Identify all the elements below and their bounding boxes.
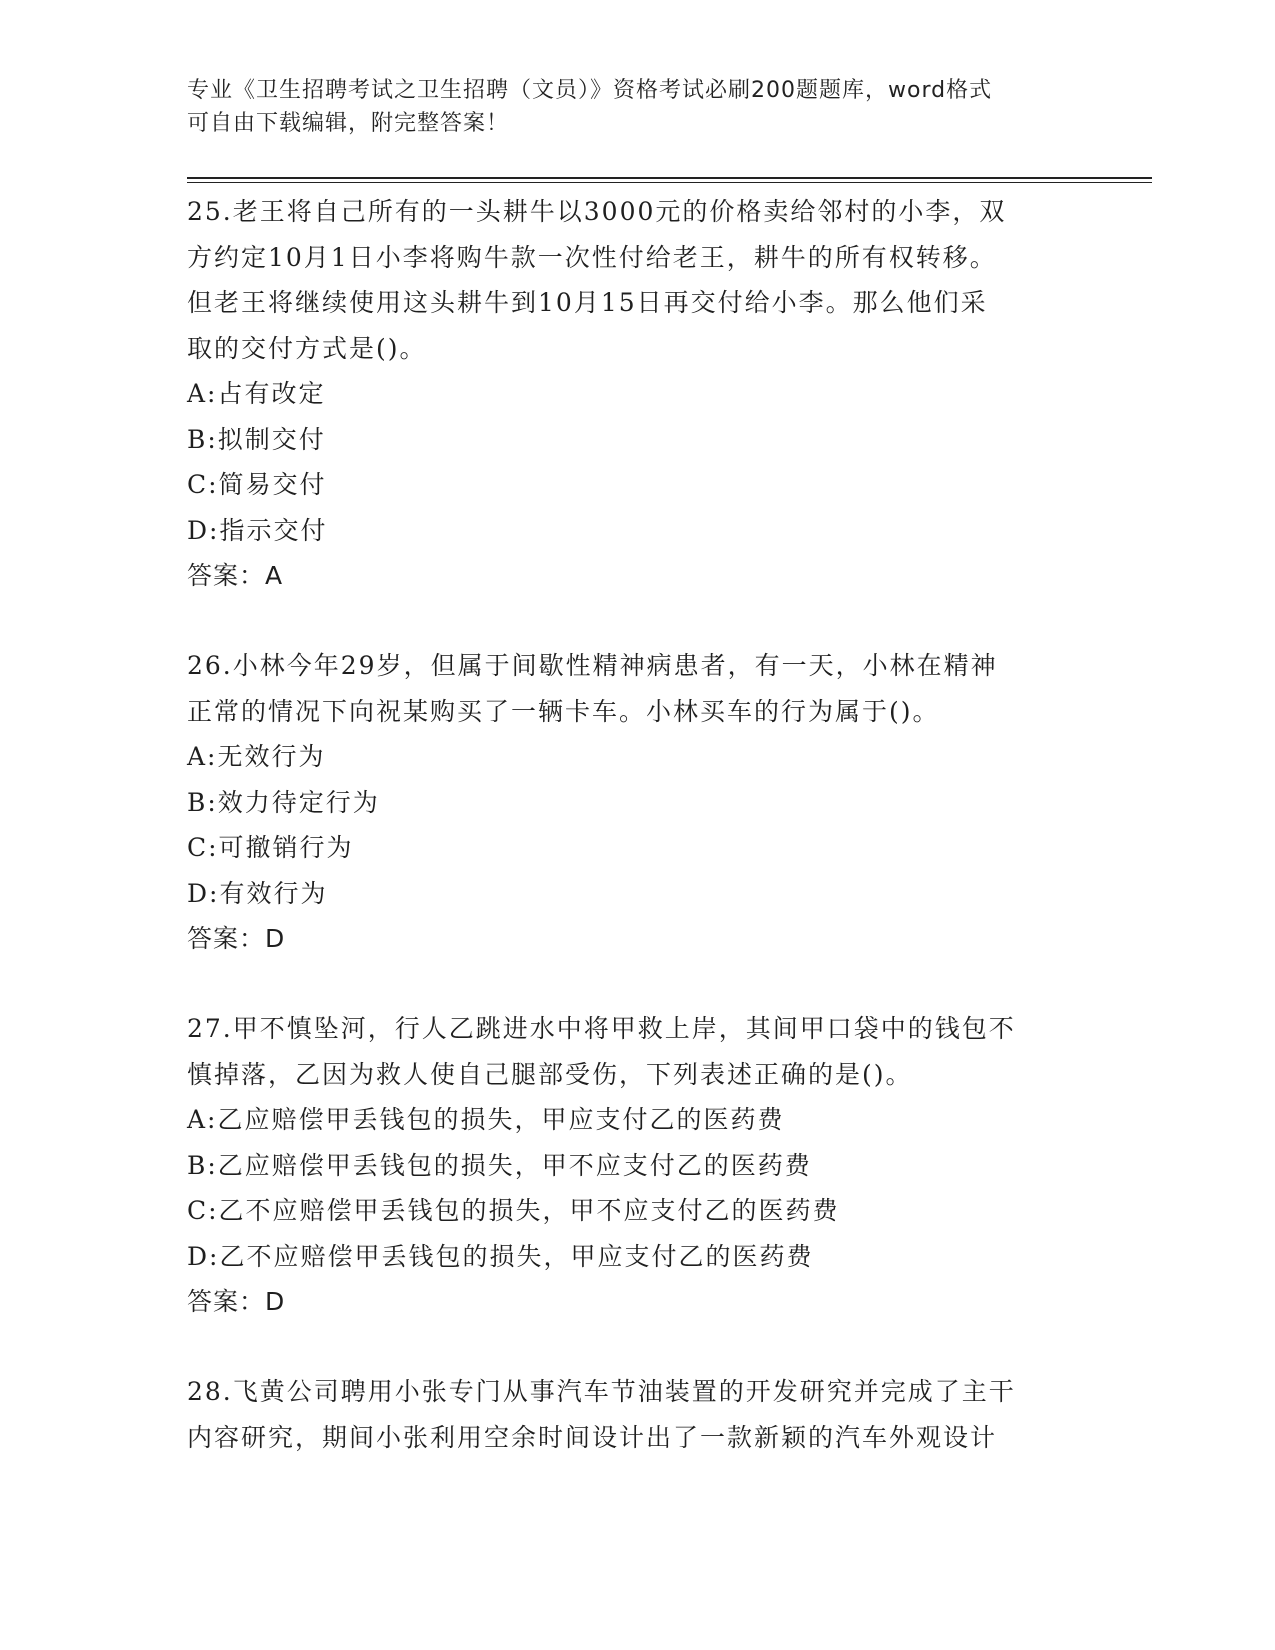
option-b: B:拟制交付 <box>187 424 326 454</box>
stem-line: 25.老王将自己所有的一头耕牛以3000元的价格卖给邻村的小李，双 <box>187 197 1007 226</box>
option-d: D:指示交付 <box>187 515 328 545</box>
header-divider-thin <box>187 182 1152 183</box>
answer: 答案：D <box>187 924 286 953</box>
option-b: B:效力待定行为 <box>187 787 380 817</box>
option-d: D:有效行为 <box>187 878 328 908</box>
stem-line: 慎掉落，乙因为救人使自己腿部受伤，下列表述正确的是()。 <box>187 1059 913 1089</box>
stem-line: 内容研究，期间小张利用空余时间设计出了一款新颖的汽车外观设计 <box>187 1422 998 1452</box>
stem-line: 27.甲不慎坠河，行人乙跳进水中将甲救上岸，其间甲口袋中的钱包不 <box>187 1014 1016 1043</box>
stem-line: 但老王将继续使用这头耕牛到10月15日再交付给小李。那么他们采 <box>187 288 988 317</box>
option-c: C:简易交付 <box>187 470 327 499</box>
stem-line: 方约定10月1日小李将购牛款一次性付给老王，耕牛的所有权转移。 <box>187 242 997 272</box>
answer: 答案：D <box>187 1287 286 1316</box>
question-stem <box>187 1006 1087 1097</box>
option-a: A:乙应赔偿甲丢钱包的损失，甲应支付乙的医药费 <box>187 1105 785 1134</box>
option-c: C:可撤销行为 <box>187 833 354 862</box>
question-28 <box>187 1369 1087 1460</box>
question-26 <box>187 643 1087 962</box>
header-line-1: 专业《卫生招聘考试之卫生招聘（文员）》资格考试必刷200题题库，word格式 <box>187 78 993 103</box>
question-stem <box>187 643 1087 734</box>
stem-line: 取的交付方式是()。 <box>187 333 427 363</box>
question-25 <box>187 189 1087 599</box>
option-a: A:无效行为 <box>187 742 326 771</box>
stem-line: 26.小林今年29岁，但属于间歇性精神病患者，有一天，小林在精神 <box>187 651 998 680</box>
option-b: B:乙应赔偿甲丢钱包的损失，甲不应支付乙的医药费 <box>187 1150 812 1180</box>
question-stem <box>187 189 1087 371</box>
question-stem <box>187 1369 1087 1460</box>
option-d: D:乙不应赔偿甲丢钱包的损失，甲应支付乙的医药费 <box>187 1241 814 1271</box>
answer: 答案：A <box>187 561 284 590</box>
stem-line: 28.飞黄公司聘用小张专门从事汽车节油装置的开发研究并完成了主干 <box>187 1377 1016 1406</box>
header-divider-thick <box>187 177 1152 179</box>
option-c: C:乙不应赔偿甲丢钱包的损失，甲不应支付乙的医药费 <box>187 1196 840 1225</box>
stem-line: 正常的情况下向祝某购买了一辆卡车。小林买车的行为属于()。 <box>187 696 940 726</box>
option-a: A:占有改定 <box>187 379 326 408</box>
document-header <box>187 74 1067 140</box>
header-line-2: 可自由下载编辑，附完整答案！ <box>187 111 510 136</box>
question-27 <box>187 1006 1087 1325</box>
